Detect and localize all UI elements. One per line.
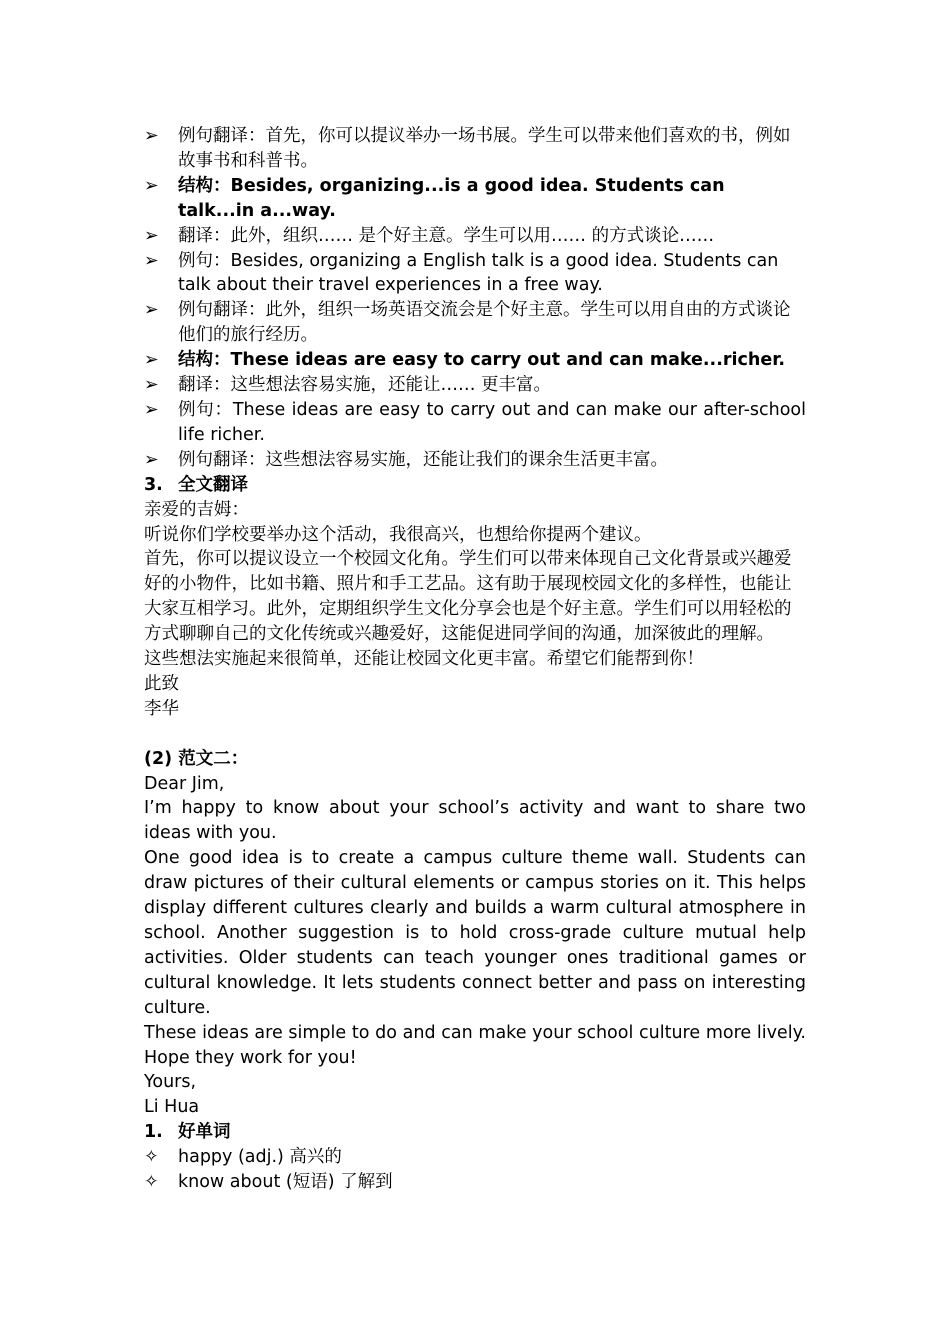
paragraph: One good idea is to create a campus culture theme wall. Students can draw pictures of their cultural elements or campus stories on it. This helps display different cultures clearly and builds a warm cultural atmosphere in school. Another suggestion is to hold cross-grade culture mutual help activities. Older students can teach younger ones traditional games or cultural knowledge. It lets students connect better and pass on interesting culture. [144,848,806,1018]
list-item [144,124,806,174]
document-page [144,124,806,1195]
list-item [144,1145,806,1170]
list-item-text: 例句：These ideas are easy to carry out and can make our after-school life richer. [178,399,806,445]
list-item-text: 翻译：这些想法容易实施，还能让…… 更丰富。 [178,375,552,396]
paragraph: I’m happy to know about your school’s activity and want to share two ideas with you. [144,798,806,844]
list-item [144,298,806,348]
list-item-text: 结构：Besides, organizing...is a good idea. Students can talk...in a...way. [178,175,725,221]
paragraph: 李华 [144,698,179,719]
essay-body [144,772,806,1121]
section-title: 好单词 [178,1122,231,1143]
paragraph: 这些想法实施起来很简单，还能让校园文化更丰富。希望它们能帮到你！ [144,649,704,670]
list-item-text: know about (短语) 了解到 [178,1172,393,1193]
paragraph: These ideas are simple to do and can make your school culture more lively. Hope they work for you! [144,1022,806,1068]
list-item-text: 例句翻译：这些想法容易实施，还能让我们的课余生活更丰富。 [178,449,668,470]
paragraph: 首先，你可以提议设立一个校园文化角。学生们可以带来体现自己文化背景或兴趣爱好的小物件，比如书籍、照片和手工艺品。这有助于展现校园文化的多样性，也能让大家互相学习。此外，定期组织学生文化分享会也是个好主意。学生们可以用轻松的方式聊聊自己的文化传统或兴趣爱好，这能促进同学间的沟通，加深彼此的理解。 [144,549,792,645]
list-item [144,373,806,398]
section-number: 1. [144,1122,163,1143]
list-item [144,348,806,373]
list-item [144,224,806,249]
vocab-list [144,1145,806,1195]
list-item [144,249,806,299]
list-item [144,398,806,448]
list-item [144,174,806,224]
translation-block [144,498,806,722]
section-title: 全文翻译 [178,474,248,495]
section-heading [144,1120,806,1145]
star-bullet-icon: ✧ [144,1172,159,1193]
paragraph: 此致 [144,673,179,694]
paragraph: 听说你们学校要举办这个活动，我很高兴，也想给你提两个建议。 [144,524,652,545]
arrow-bullet-icon: ➢ [144,449,159,470]
list-item-text: happy (adj.) 高兴的 [178,1147,342,1168]
list-item-text: 例句：Besides, organizing a English talk is a good idea. Students can talk about their travel experiences in a free way. [178,250,779,296]
essay-heading: (2) 范文二： [144,748,249,769]
section-heading [144,473,806,498]
arrow-bullet-icon: ➢ [144,399,159,420]
star-bullet-icon: ✧ [144,1147,159,1168]
list-item [144,448,806,473]
section-number: 3. [144,474,163,495]
list-item [144,1170,806,1195]
arrow-bullet-icon: ➢ [144,300,159,321]
paragraph: Dear Jim, [144,773,225,794]
arrow-bullet-icon: ➢ [144,126,159,146]
paragraph: Li Hua [144,1097,200,1118]
paragraph: Yours, [144,1072,197,1093]
arrow-bullet-icon: ➢ [144,250,159,271]
arrow-bullet-icon: ➢ [144,225,159,246]
arrow-bullet-icon: ➢ [144,375,159,396]
sentence-pattern-list [144,124,806,473]
paragraph: 亲爱的吉姆： [144,499,249,520]
list-item-text: 例句翻译：首先，你可以提议举办一场书展。学生可以带来他们喜欢的书，例如故事书和科普书。 [178,126,791,171]
arrow-bullet-icon: ➢ [144,175,159,196]
list-item-text: 翻译：此外，组织…… 是个好主意。学生可以用…… 的方式谈论…… [178,225,715,246]
list-item-text: 结构：These ideas are easy to carry out and can make...richer. [178,350,785,371]
blank-line [144,722,806,747]
list-item-text: 例句翻译：此外，组织一场英语交流会是个好主意。学生可以用自由的方式谈论他们的旅行经历。 [178,300,791,346]
arrow-bullet-icon: ➢ [144,350,159,371]
